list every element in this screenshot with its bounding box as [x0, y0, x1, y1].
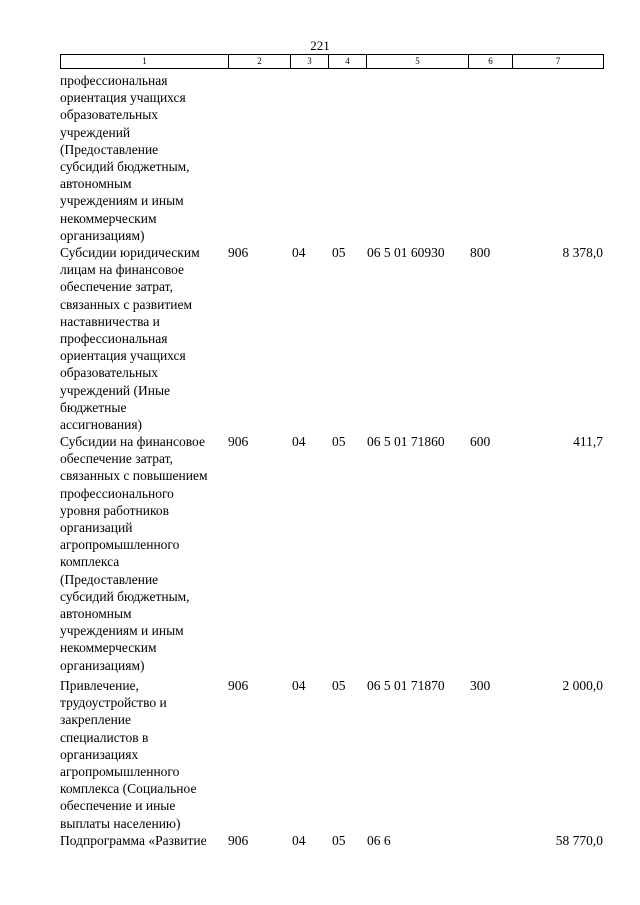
row-name: Привлечение, трудоустройство и закрепление специалистов в организациях агропромышленного комплекса (Социальное обеспечение и иные выплаты населению) [60, 678, 197, 831]
row-sum: 58 770,0 [555, 833, 603, 848]
row-csr: 06 5 01 71860 [367, 434, 445, 449]
row-csr: 06 6 [367, 833, 391, 848]
row-sum: 2 000,0 [562, 678, 603, 693]
row-rz: 04 [292, 678, 306, 693]
row-name: Субсидии на финансовое обеспечение затрат, связанных с повышением профессионального уровня работников организаций агропромышленного комплекса (Предоставление субсидий бюджетным, автономным учреждениям и иным некоммерческим организациям) [60, 434, 208, 673]
row-pr: 05 [332, 678, 346, 693]
row-ved: 906 [228, 678, 249, 693]
page-number: 221 [310, 38, 330, 53]
column-header-1: 1 [61, 55, 229, 68]
row-sum: 8 378,0 [562, 245, 603, 260]
column-header-3: 3 [291, 55, 329, 68]
row-ved: 906 [228, 245, 249, 260]
table-header [60, 54, 604, 69]
column-header-6: 6 [469, 55, 513, 68]
row-vr: 800 [470, 245, 491, 260]
row-pr: 05 [332, 833, 346, 848]
row-csr: 06 5 01 71870 [367, 678, 445, 693]
row-csr: 06 5 01 60930 [367, 245, 445, 260]
row-pr: 05 [332, 434, 346, 449]
row-name: профессиональная ориентация учащихся образовательных учреждений (Предоставление субсидий бюджетным, автономным учреждениям и иным некоммерческим организациям) [60, 73, 190, 243]
column-header-5: 5 [367, 55, 469, 68]
row-pr: 05 [332, 245, 346, 260]
column-header-2: 2 [229, 55, 291, 68]
row-name: Подпрограмма «Развитие [60, 833, 207, 848]
row-ved: 906 [228, 833, 249, 848]
row-name: Субсидии юридическим лицам на финансовое обеспечение затрат, связанных с развитием наставничества и профессиональная ориентация учащихся образовательных учреждений (Иные бюджетные ассигнования) [60, 245, 200, 433]
row-sum: 411,7 [573, 434, 603, 449]
column-header-4: 4 [329, 55, 367, 68]
row-rz: 04 [292, 833, 306, 848]
row-rz: 04 [292, 245, 306, 260]
row-ved: 906 [228, 434, 249, 449]
row-vr: 600 [470, 434, 491, 449]
row-rz: 04 [292, 434, 306, 449]
row-vr: 300 [470, 678, 491, 693]
column-header-7: 7 [555, 56, 561, 66]
